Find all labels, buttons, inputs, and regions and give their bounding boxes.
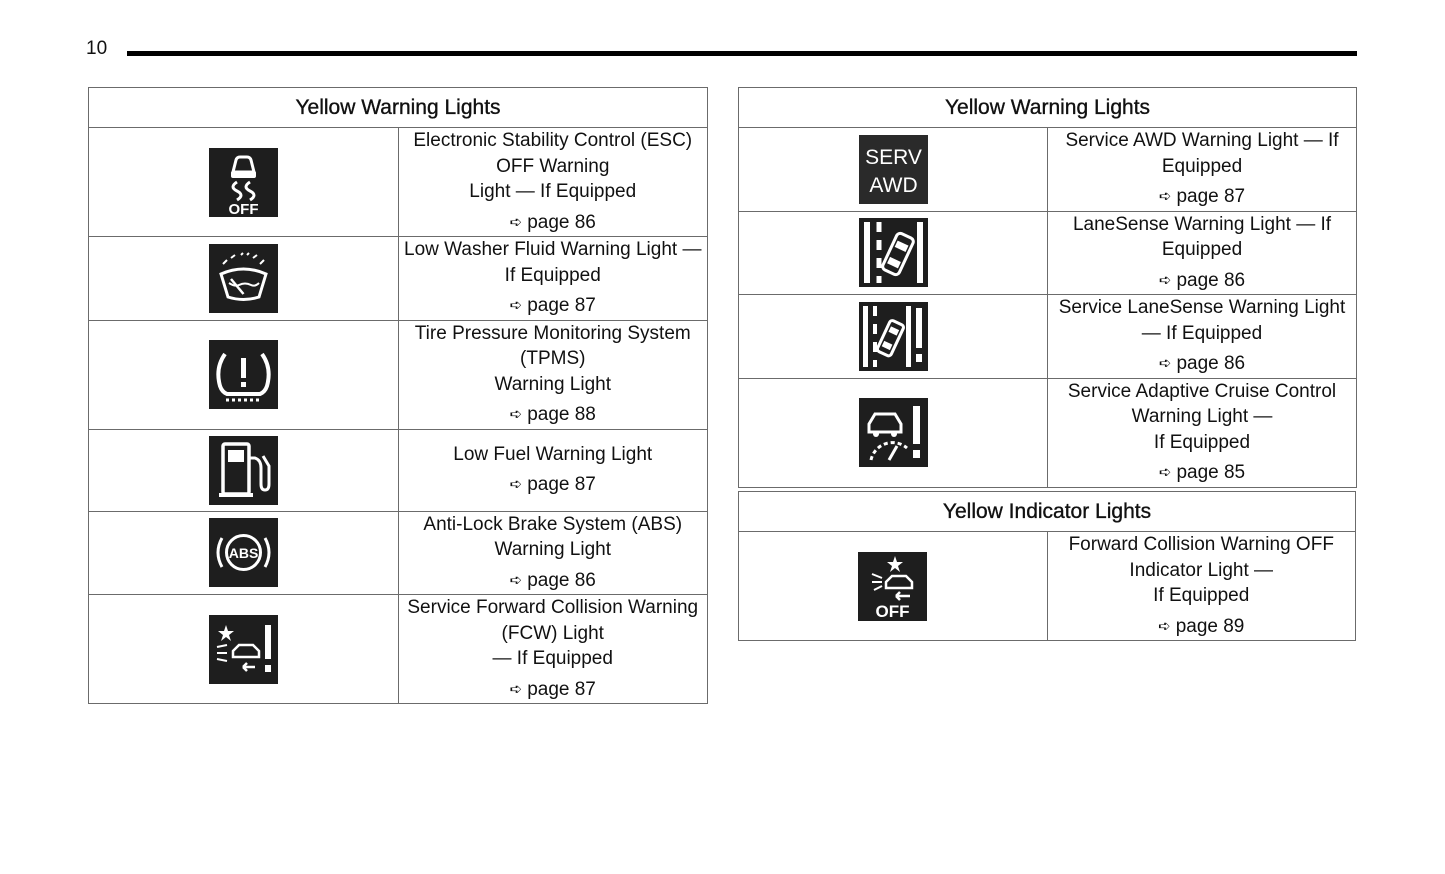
arrow-icon: ➪: [509, 680, 523, 698]
page-reference: [403, 210, 704, 237]
row-description: Forward Collision Warning OFF Indicator Light —: [1068, 534, 1334, 581]
page-reference: [1052, 184, 1352, 211]
page-link[interactable]: page 88: [527, 404, 596, 425]
arrow-icon: ➪: [509, 406, 523, 423]
serv-awd-icon: [859, 135, 928, 204]
fuel-pump-icon: [209, 436, 278, 505]
esc-off-label: OFF: [228, 200, 259, 217]
page-link[interactable]: page 87: [1176, 186, 1246, 207]
row-description: Anti-Lock Brake System (ABS) Warning Light: [423, 513, 683, 560]
page-link[interactable]: page 87: [527, 474, 596, 495]
table-row: [89, 511, 708, 595]
table-row: [739, 378, 1357, 487]
page-link[interactable]: page 86: [527, 569, 596, 591]
row-description: Low Washer Fluid Warning Light — If Equipped: [404, 239, 702, 286]
page-reference: [403, 568, 704, 595]
row-description: Electronic Stability Control (ESC) OFF Warning: [413, 130, 693, 177]
table-row: [89, 128, 708, 237]
arrow-icon: ➪: [509, 297, 523, 314]
page-reference: [403, 402, 704, 429]
page-reference: [1052, 268, 1352, 295]
page-link[interactable]: page 85: [1176, 462, 1246, 483]
esc-off-icon: [209, 148, 278, 217]
row-description: Low Fuel Warning Light: [453, 443, 653, 465]
arrow-icon: ➪: [1158, 188, 1172, 205]
table-row: [739, 295, 1357, 379]
washer-fluid-icon: [209, 244, 278, 313]
table-title: Yellow Indicator Lights: [739, 492, 1356, 532]
row-description: Service Forward Collision Warning (FCW) Light: [407, 597, 699, 644]
acc-service-icon: [859, 398, 928, 467]
table-row: [739, 532, 1356, 641]
row-description: Service LaneSense Warning Light — If Equipped: [1058, 297, 1346, 344]
page-reference: [403, 472, 704, 499]
page-link[interactable]: page 89: [1175, 615, 1245, 637]
row-description: — If Equipped: [492, 648, 613, 669]
abs-icon: [209, 518, 278, 587]
yellow-warning-lights-table-right: [738, 87, 1357, 488]
page-number: 10: [86, 38, 108, 59]
table-row: [89, 320, 708, 429]
page-reference: [403, 677, 704, 704]
table-row: [739, 211, 1357, 295]
row-description: If Equipped: [1153, 431, 1251, 453]
arrow-icon: ➪: [1158, 271, 1172, 289]
fcw-off-label: OFF: [875, 601, 910, 621]
tpms-icon: [209, 340, 278, 409]
arrow-icon: ➪: [1158, 464, 1172, 481]
fcw-service-icon: [209, 615, 278, 684]
table-title: Yellow Warning Lights: [89, 88, 708, 128]
row-description: Service Adaptive Cruise Control Warning Light —: [1067, 380, 1337, 427]
page-link[interactable]: page 87: [527, 295, 596, 316]
table-row: [89, 595, 708, 704]
row-description: If Equipped: [1153, 585, 1250, 606]
abs-label: ABS: [228, 545, 259, 562]
page-reference: [1052, 460, 1352, 487]
page-link[interactable]: page 86: [1176, 269, 1246, 291]
table-title: Yellow Warning Lights: [739, 88, 1357, 128]
page-link[interactable]: page 86: [527, 211, 596, 233]
row-description: Warning Light: [494, 373, 612, 395]
row-description: LaneSense Warning Light — If Equipped: [1072, 213, 1332, 260]
arrow-icon: ➪: [1158, 617, 1171, 635]
table-row: [89, 237, 708, 321]
header-rule: [127, 51, 1357, 56]
arrow-icon: ➪: [509, 476, 523, 493]
row-description: Tire Pressure Monitoring System (TPMS): [414, 322, 691, 369]
arrow-icon: ➪: [1158, 355, 1172, 372]
page-reference: [1052, 351, 1352, 378]
arrow-icon: ➪: [509, 571, 523, 589]
page-link[interactable]: page 86: [1176, 353, 1246, 374]
page-link[interactable]: page 87: [527, 678, 596, 700]
lanesense-service-icon: [859, 302, 928, 371]
yellow-warning-lights-table-left: [88, 87, 708, 704]
serv-awd-line1: SERV: [864, 145, 922, 169]
yellow-indicator-lights-table: [738, 491, 1356, 641]
page-reference: [403, 293, 704, 320]
lanesense-icon: [859, 218, 928, 287]
arrow-icon: ➪: [509, 213, 523, 231]
row-description: Light — If Equipped: [469, 181, 637, 202]
serv-awd-line2: AWD: [868, 173, 918, 197]
table-row: [739, 128, 1357, 212]
page-reference: [1052, 614, 1352, 641]
row-description: Service AWD Warning Light — If Equipped: [1065, 130, 1339, 177]
table-row: [89, 429, 708, 511]
fcw-off-icon: [858, 552, 927, 621]
